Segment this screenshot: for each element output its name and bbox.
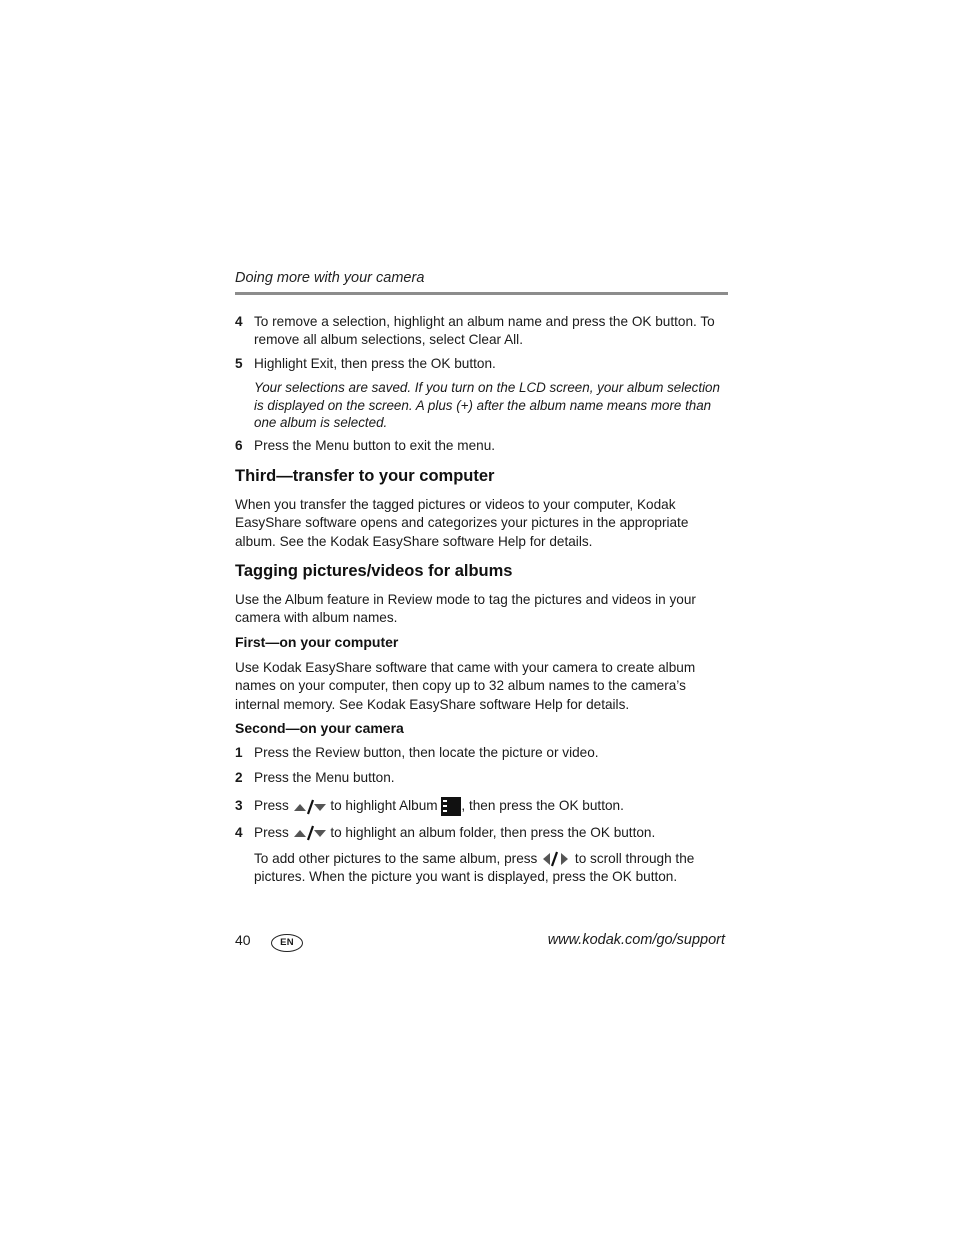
page-header: Doing more with your camera bbox=[235, 270, 425, 286]
section-title-transfer: Third—transfer to your computer bbox=[235, 467, 495, 485]
subsection-body-computer: Use Kodak EasyShare software that came with your camera to create album names on your computer, then copy up to 32 album names to the camera’s internal memory. See Kodak EasyShare software Help for details. bbox=[235, 660, 696, 712]
up-down-arrow-icon bbox=[293, 799, 327, 815]
step-text-pre: Press bbox=[254, 798, 289, 814]
step-text: Highlight Exit, then press the OK button. bbox=[254, 356, 496, 371]
left-right-arrow-icon bbox=[541, 851, 571, 867]
step-number: 4 bbox=[235, 314, 243, 329]
step-number: 2 bbox=[235, 770, 243, 785]
page-number: 40 bbox=[235, 932, 251, 948]
step-number: 6 bbox=[235, 438, 243, 453]
step-text-post: to highlight an album folder, then press the OK button. bbox=[330, 825, 656, 840]
header-rule bbox=[235, 292, 728, 295]
step-text: Press the Review button, then locate the picture or video. bbox=[254, 745, 599, 760]
language-badge: EN bbox=[271, 934, 303, 952]
subsection-title-computer: First—on your computer bbox=[235, 634, 399, 650]
scroll-tip bbox=[254, 850, 728, 886]
step-text bbox=[254, 797, 728, 816]
step-text-pre: Press bbox=[254, 825, 289, 840]
step-text bbox=[254, 824, 728, 842]
step-number: 5 bbox=[235, 356, 243, 371]
album-icon bbox=[441, 797, 461, 816]
step-text: Press the Menu button to exit the menu. bbox=[254, 438, 496, 453]
step-text: To remove a selection, highlight an album name and press the OK button. To remove all album selections, select Clear All. bbox=[254, 314, 715, 347]
section-body-tagging: Use the Album feature in Review mode to tag the pictures and videos in your camera with album names. bbox=[235, 592, 696, 626]
tip-text-pre: To add other pictures to the same album, press bbox=[254, 851, 538, 866]
subsection-title-camera: Second—on your camera bbox=[235, 720, 404, 736]
section-body-transfer: When you transfer the tagged pictures or videos to your computer, Kodak EasyShare software opens and categorizes your pictures in the appropriate album. See the Kodak EasyShare software Help for details. bbox=[235, 497, 689, 549]
step-number: 4 bbox=[235, 825, 243, 840]
selection-note: Your selections are saved. If you turn on the LCD screen, your album selection is displayed on the screen. A plus (+) after the album name means more than one album is selected. bbox=[254, 380, 720, 430]
step-number: 1 bbox=[235, 745, 243, 760]
tip-text-post: to scroll through the pictures. When the picture you want is displayed, press the OK button. bbox=[254, 851, 695, 884]
step-text: Press the Menu button. bbox=[254, 770, 395, 785]
step-text-mid: to highlight Album bbox=[330, 798, 438, 814]
up-down-arrow-icon bbox=[293, 825, 327, 841]
step-text-post: , then press the OK button. bbox=[461, 798, 624, 814]
section-title-tagging: Tagging pictures/videos for albums bbox=[235, 562, 513, 580]
step-number: 3 bbox=[235, 798, 243, 813]
support-url: www.kodak.com/go/support bbox=[547, 932, 725, 948]
